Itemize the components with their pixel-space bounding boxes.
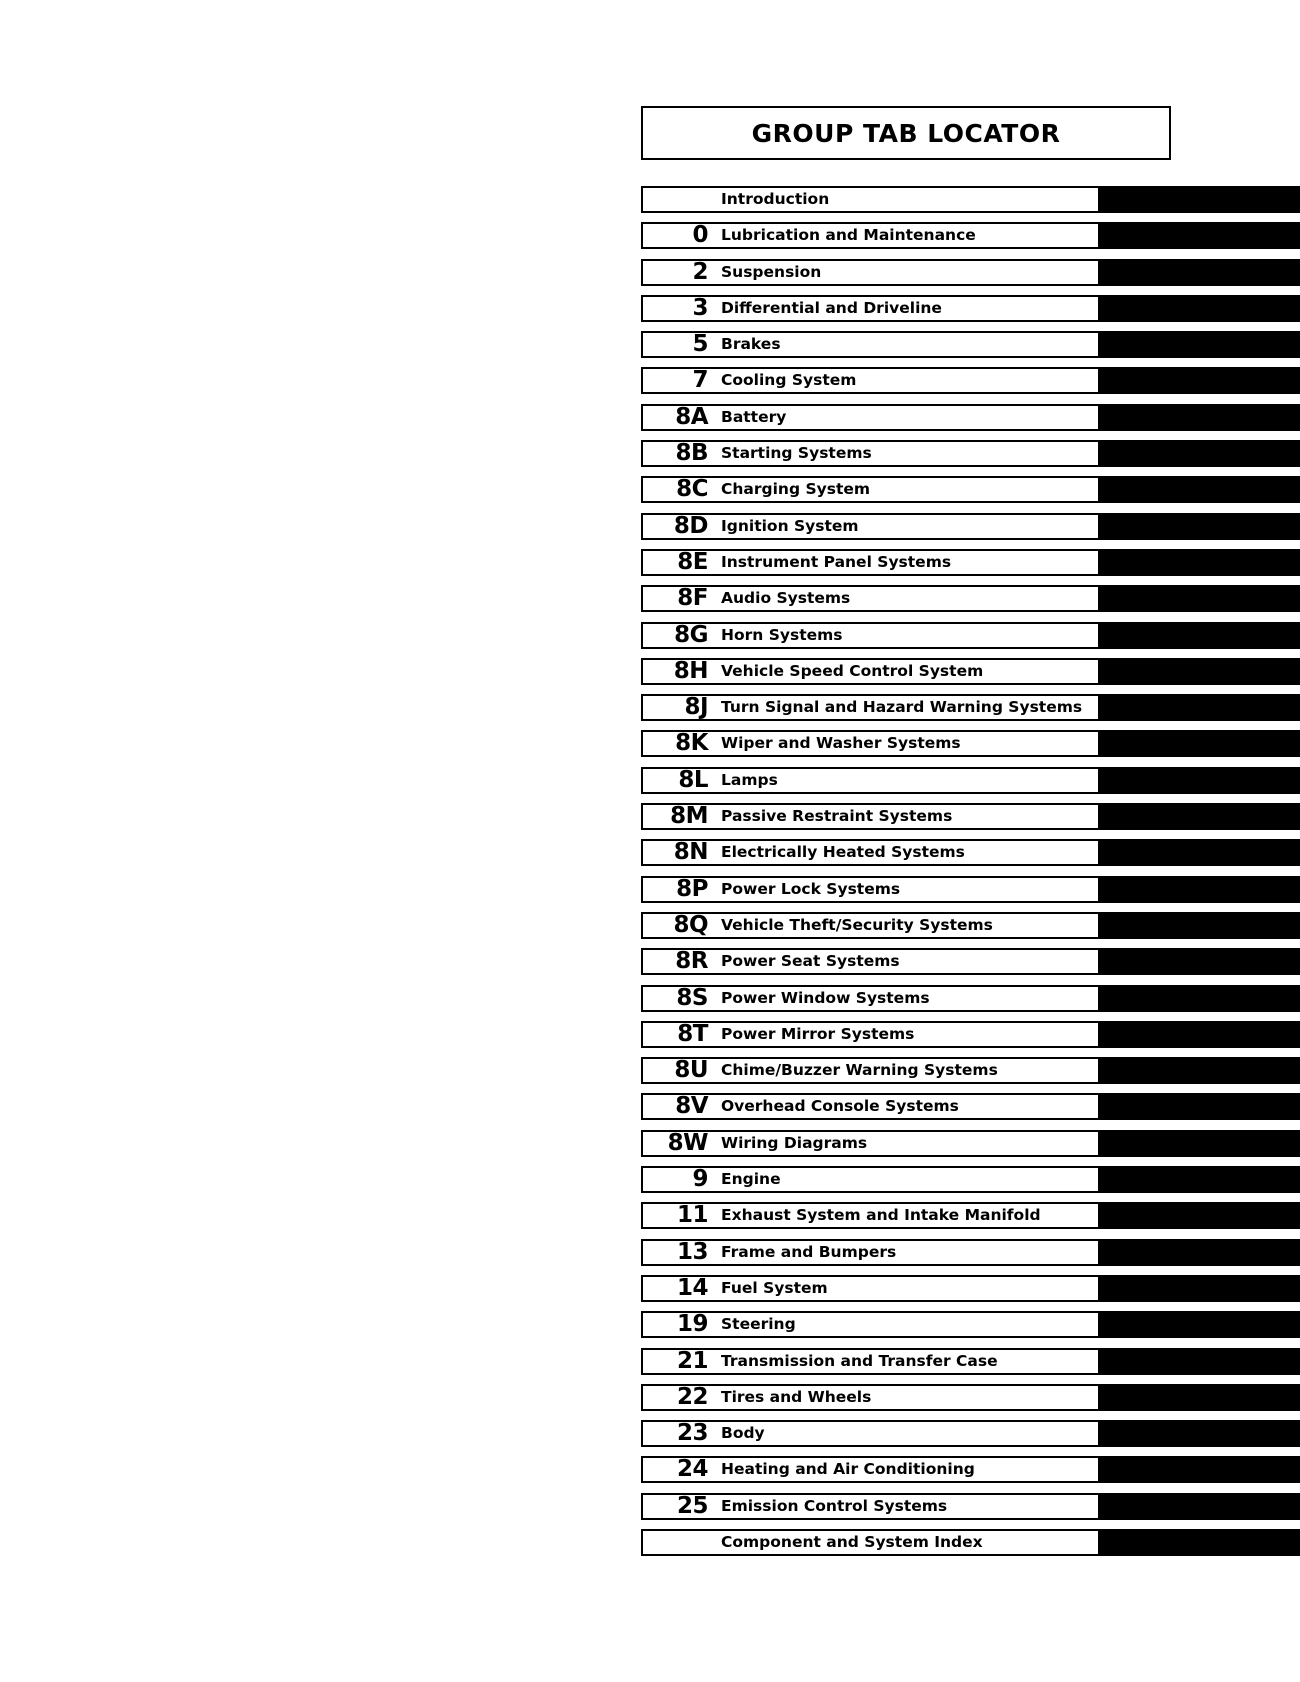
black-tab-marker[interactable] bbox=[1098, 1021, 1300, 1048]
group-tab-row[interactable] bbox=[641, 1166, 1300, 1193]
group-number: 8N bbox=[673, 839, 708, 866]
group-number: 23 bbox=[676, 1420, 708, 1447]
group-label: Turn Signal and Hazard Warning Systems bbox=[721, 698, 1083, 717]
group-label: Emission Control Systems bbox=[721, 1496, 948, 1515]
group-tab-row[interactable] bbox=[641, 476, 1300, 503]
group-number: 11 bbox=[676, 1202, 708, 1229]
group-tab-row[interactable] bbox=[641, 295, 1300, 322]
group-number: 5 bbox=[692, 331, 708, 358]
group-label: Suspension bbox=[721, 262, 822, 281]
group-tab-row[interactable] bbox=[641, 1057, 1300, 1084]
tab-frame bbox=[641, 259, 1100, 286]
group-number: 8Q bbox=[673, 911, 708, 938]
group-label: Exhaust System and Intake Manifold bbox=[721, 1206, 1041, 1225]
black-tab-marker[interactable] bbox=[1098, 1202, 1300, 1229]
group-tab-row[interactable] bbox=[641, 876, 1300, 903]
group-tab-list bbox=[641, 186, 1300, 1565]
tab-frame bbox=[641, 1311, 1100, 1338]
group-tab-row[interactable] bbox=[641, 367, 1300, 394]
group-label: Steering bbox=[721, 1315, 796, 1334]
group-label: Wiper and Washer Systems bbox=[721, 734, 961, 753]
black-tab-marker[interactable] bbox=[1098, 186, 1300, 213]
group-label: Audio Systems bbox=[721, 589, 851, 608]
group-label: Lubrication and Maintenance bbox=[721, 226, 976, 245]
group-number: 25 bbox=[676, 1492, 708, 1519]
group-label: Body bbox=[721, 1424, 765, 1443]
group-number bbox=[643, 186, 708, 213]
black-tab-marker[interactable] bbox=[1098, 730, 1300, 757]
group-label: Power Window Systems bbox=[721, 988, 930, 1007]
group-number: 13 bbox=[676, 1238, 708, 1265]
black-tab-marker[interactable] bbox=[1098, 1420, 1300, 1447]
black-tab-marker[interactable] bbox=[1098, 912, 1300, 939]
black-tab-marker[interactable] bbox=[1098, 476, 1300, 503]
group-number: 2 bbox=[692, 258, 708, 285]
black-tab-marker[interactable] bbox=[1098, 1493, 1300, 1520]
tab-frame bbox=[641, 1420, 1100, 1447]
group-label: Vehicle Speed Control System bbox=[721, 661, 984, 680]
black-tab-marker[interactable] bbox=[1098, 440, 1300, 467]
group-number: 8F bbox=[677, 585, 708, 612]
black-tab-marker[interactable] bbox=[1098, 1239, 1300, 1266]
black-tab-marker[interactable] bbox=[1098, 513, 1300, 540]
group-tab-row[interactable] bbox=[641, 1275, 1300, 1302]
group-tab-row[interactable] bbox=[641, 331, 1300, 358]
group-tab-row[interactable] bbox=[641, 259, 1300, 286]
black-tab-marker[interactable] bbox=[1098, 948, 1300, 975]
group-label: Fuel System bbox=[721, 1278, 828, 1297]
group-number: 3 bbox=[692, 294, 708, 321]
group-tab-row[interactable] bbox=[641, 549, 1300, 576]
black-tab-marker[interactable] bbox=[1098, 985, 1300, 1012]
black-tab-marker[interactable] bbox=[1098, 1348, 1300, 1375]
black-tab-marker[interactable] bbox=[1098, 1275, 1300, 1302]
black-tab-marker[interactable] bbox=[1098, 767, 1300, 794]
tab-frame bbox=[641, 331, 1100, 358]
group-number: 9 bbox=[692, 1166, 708, 1193]
group-number: 8E bbox=[677, 548, 708, 575]
group-tab-row[interactable] bbox=[641, 1493, 1300, 1520]
group-number: 8T bbox=[677, 1020, 708, 1047]
group-tab-row[interactable] bbox=[641, 1130, 1300, 1157]
black-tab-marker[interactable] bbox=[1098, 1384, 1300, 1411]
group-label: Frame and Bumpers bbox=[721, 1242, 897, 1261]
black-tab-marker[interactable] bbox=[1098, 331, 1300, 358]
group-label: Heating and Air Conditioning bbox=[721, 1460, 975, 1479]
group-number: 8P bbox=[676, 875, 708, 902]
group-label: Power Lock Systems bbox=[721, 879, 901, 898]
tab-frame bbox=[641, 1130, 1100, 1157]
black-tab-marker[interactable] bbox=[1098, 1093, 1300, 1120]
black-tab-marker[interactable] bbox=[1098, 622, 1300, 649]
group-label: Instrument Panel Systems bbox=[721, 552, 952, 571]
black-tab-marker[interactable] bbox=[1098, 839, 1300, 866]
black-tab-marker[interactable] bbox=[1098, 876, 1300, 903]
group-tab-row[interactable] bbox=[641, 1529, 1300, 1556]
group-number: 19 bbox=[676, 1311, 708, 1338]
group-number: 0 bbox=[692, 222, 708, 249]
group-label: Charging System bbox=[721, 480, 871, 499]
tab-frame bbox=[641, 476, 1100, 503]
group-number: 21 bbox=[676, 1347, 708, 1374]
group-label: Vehicle Theft/Security Systems bbox=[721, 915, 993, 934]
group-label: Tires and Wheels bbox=[721, 1387, 872, 1406]
group-label: Transmission and Transfer Case bbox=[721, 1351, 998, 1370]
black-tab-marker[interactable] bbox=[1098, 549, 1300, 576]
group-label: Electrically Heated Systems bbox=[721, 843, 965, 862]
group-label: Differential and Driveline bbox=[721, 298, 942, 317]
group-number: 24 bbox=[676, 1456, 708, 1483]
black-tab-marker[interactable] bbox=[1098, 1057, 1300, 1084]
group-tab-row[interactable] bbox=[641, 440, 1300, 467]
group-tab-row[interactable] bbox=[641, 186, 1300, 213]
group-tab-row[interactable] bbox=[641, 912, 1300, 939]
group-tab-row[interactable] bbox=[641, 404, 1300, 431]
group-tab-row[interactable] bbox=[641, 1311, 1300, 1338]
tab-frame bbox=[641, 1275, 1100, 1302]
black-tab-marker[interactable] bbox=[1098, 658, 1300, 685]
group-label: Starting Systems bbox=[721, 444, 872, 463]
black-tab-marker[interactable] bbox=[1098, 222, 1300, 249]
group-tab-row[interactable] bbox=[641, 1384, 1300, 1411]
group-tab-row[interactable] bbox=[641, 730, 1300, 757]
black-tab-marker[interactable] bbox=[1098, 295, 1300, 322]
tab-frame bbox=[641, 367, 1100, 394]
black-tab-marker[interactable] bbox=[1098, 585, 1300, 612]
group-number: 8B bbox=[675, 440, 708, 467]
group-tab-row[interactable] bbox=[641, 803, 1300, 830]
group-tab-row[interactable] bbox=[641, 948, 1300, 975]
black-tab-marker[interactable] bbox=[1098, 1166, 1300, 1193]
black-tab-marker[interactable] bbox=[1098, 1529, 1300, 1556]
group-number: 8C bbox=[676, 476, 708, 503]
group-label: Power Seat Systems bbox=[721, 952, 900, 971]
group-label: Introduction bbox=[721, 190, 830, 208]
group-tab-row[interactable] bbox=[641, 1021, 1300, 1048]
group-number: 8L bbox=[678, 766, 708, 793]
group-label: Passive Restraint Systems bbox=[721, 807, 953, 826]
group-tab-row[interactable] bbox=[641, 622, 1300, 649]
group-label: Brakes bbox=[721, 335, 781, 354]
group-tab-row[interactable] bbox=[641, 1093, 1300, 1120]
group-label: Cooling System bbox=[721, 371, 857, 390]
black-tab-marker[interactable] bbox=[1098, 367, 1300, 394]
group-label: Power Mirror Systems bbox=[721, 1024, 915, 1043]
group-label: Engine bbox=[721, 1170, 781, 1189]
black-tab-marker[interactable] bbox=[1098, 694, 1300, 721]
group-number: 8J bbox=[684, 694, 708, 721]
group-number: 8W bbox=[667, 1129, 708, 1156]
page-title-box bbox=[641, 106, 1171, 160]
page-title: GROUP TAB LOCATOR bbox=[751, 118, 1061, 148]
group-tab-row[interactable] bbox=[641, 513, 1300, 540]
group-tab-row[interactable] bbox=[641, 985, 1300, 1012]
black-tab-marker[interactable] bbox=[1098, 803, 1300, 830]
group-number: 7 bbox=[692, 367, 708, 394]
group-tab-row[interactable] bbox=[641, 1239, 1300, 1266]
group-label: Wiring Diagrams bbox=[721, 1133, 868, 1152]
group-tab-row[interactable] bbox=[641, 658, 1300, 685]
group-tab-row[interactable] bbox=[641, 694, 1300, 721]
group-tab-row[interactable] bbox=[641, 1420, 1300, 1447]
group-tab-row[interactable] bbox=[641, 1456, 1300, 1483]
group-number bbox=[643, 1529, 708, 1556]
group-label: Overhead Console Systems bbox=[721, 1097, 959, 1116]
group-label: Component and System Index bbox=[721, 1532, 983, 1551]
group-number: 8U bbox=[674, 1057, 708, 1084]
tab-frame bbox=[641, 513, 1100, 540]
group-tab-row[interactable] bbox=[641, 585, 1300, 612]
black-tab-marker[interactable] bbox=[1098, 404, 1300, 431]
group-number: 14 bbox=[676, 1274, 708, 1301]
group-label: Ignition System bbox=[721, 516, 859, 535]
tab-frame bbox=[641, 622, 1100, 649]
group-label: Lamps bbox=[721, 770, 778, 789]
tab-frame bbox=[641, 404, 1100, 431]
black-tab-marker[interactable] bbox=[1098, 1130, 1300, 1157]
group-label: Battery bbox=[721, 407, 787, 426]
black-tab-marker[interactable] bbox=[1098, 1311, 1300, 1338]
group-label: Chime/Buzzer Warning Systems bbox=[721, 1061, 998, 1080]
group-number: 8D bbox=[673, 512, 708, 539]
group-number: 8V bbox=[675, 1093, 708, 1120]
tab-frame bbox=[641, 767, 1100, 794]
group-number: 8H bbox=[673, 657, 708, 684]
group-number: 8M bbox=[670, 803, 708, 830]
tab-frame bbox=[641, 186, 1100, 213]
group-label: Horn Systems bbox=[721, 625, 843, 644]
tab-frame bbox=[641, 1166, 1100, 1193]
group-tab-row[interactable] bbox=[641, 222, 1300, 249]
black-tab-marker[interactable] bbox=[1098, 259, 1300, 286]
group-number: 22 bbox=[676, 1383, 708, 1410]
group-number: 8R bbox=[675, 948, 708, 975]
group-tab-row[interactable] bbox=[641, 1348, 1300, 1375]
group-tab-row[interactable] bbox=[641, 767, 1300, 794]
group-number: 8A bbox=[675, 403, 708, 430]
group-tab-row[interactable] bbox=[641, 1202, 1300, 1229]
group-number: 8G bbox=[674, 621, 708, 648]
tab-frame bbox=[641, 585, 1100, 612]
group-number: 8S bbox=[676, 984, 708, 1011]
black-tab-marker[interactable] bbox=[1098, 1456, 1300, 1483]
group-number: 8K bbox=[675, 730, 708, 757]
group-tab-row[interactable] bbox=[641, 839, 1300, 866]
